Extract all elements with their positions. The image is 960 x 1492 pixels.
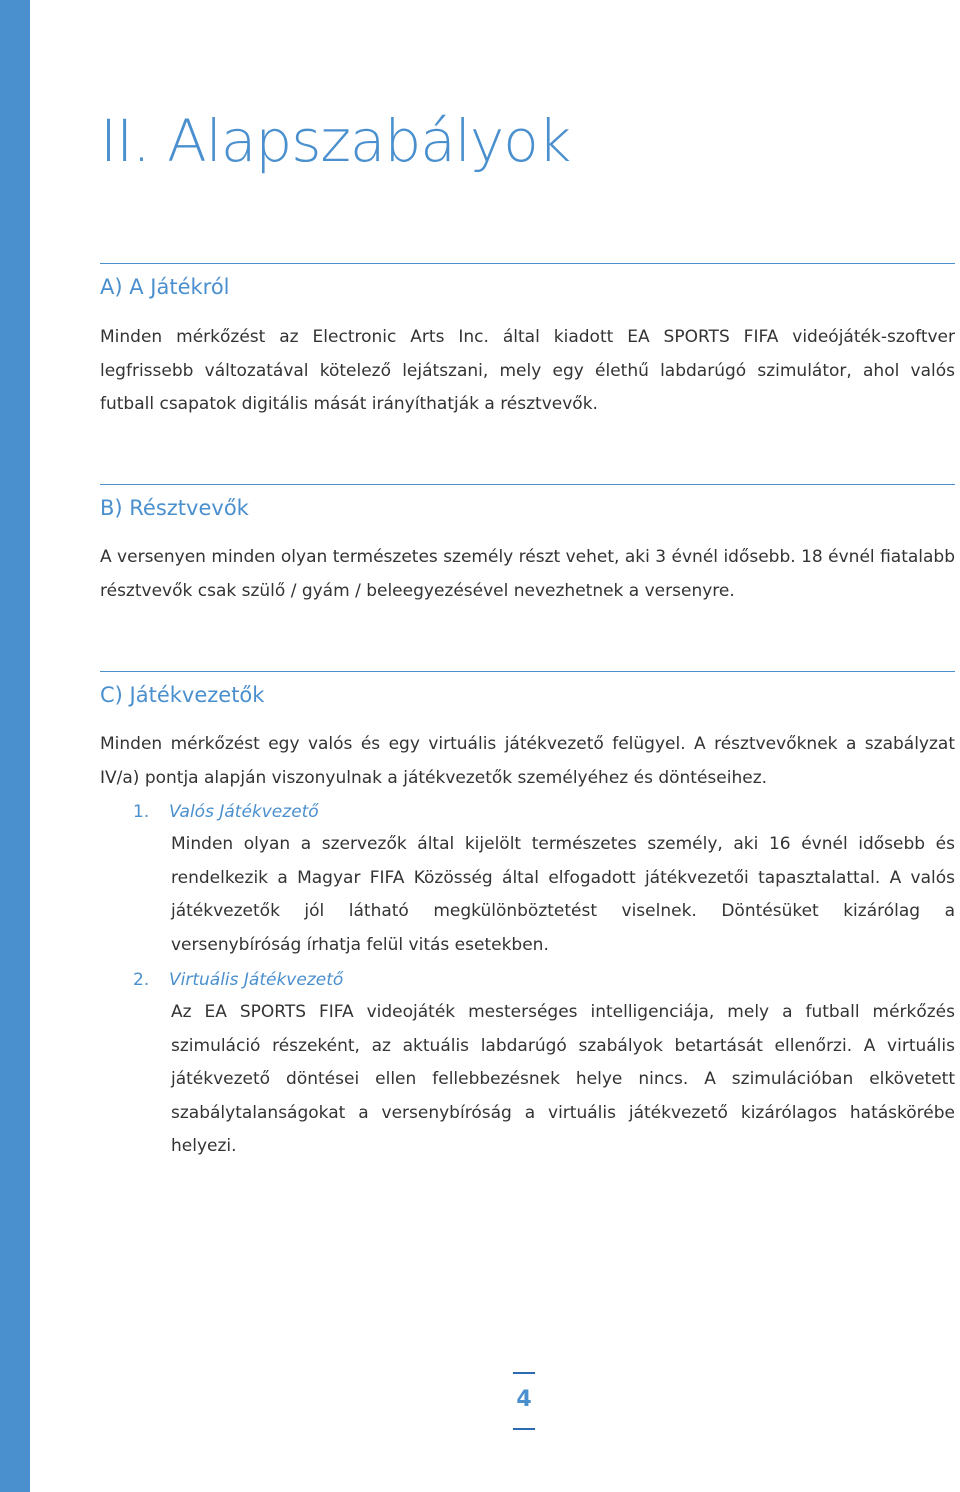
section-c-paragraph: Minden mérkőzést egy valós és egy virtuális játékvezető felügyel. A résztvevőknek a szabályzat IV/a) pontja alapján viszonyulnak a játékvezetők személyéhez és döntéseihez.: [100, 734, 955, 788]
list-item-number: 2.: [133, 970, 150, 990]
side-accent-bar: [0, 0, 30, 1492]
section-heading-c: C) Játékvezetők: [100, 683, 265, 707]
list-item-text: Az EA SPORTS FIFA videojáték mesterséges intelligenciája, mely a futball mérkőzés szimuláció részeként, az aktuális labdarúgó szabályok betartását ellenőrzi. A virtuális játékvezető döntései ellen fellebbezésnek helye nincs. A szimulációban elkövetett szabálytalanságokat a versenybíróság a virtuális játékvezető kizárólagos hatáskörébe helyezi.: [171, 1002, 955, 1156]
list-item-heading: [133, 970, 343, 990]
section-divider: [100, 671, 955, 672]
section-b-paragraph: A versenyen minden olyan természetes személy részt vehet, aki 3 évnél idősebb. 18 évnél fiatalabb résztvevők csak szülő / gyám / beleegyezésével nevezhetnek a versenyre.: [100, 547, 955, 601]
section-heading-b: B) Résztvevők: [100, 496, 249, 520]
section-heading-a: A) A Játékról: [100, 275, 230, 299]
section-divider: [100, 484, 955, 485]
section-a-paragraph: Minden mérkőzést az Electronic Arts Inc. által kiadott EA SPORTS FIFA videójáték-szoftver legfrissebb változatával kötelező lejátszani, mely egy élethű labdarúgó szimulátor, ahol valós futball csapatok digitális mását irányíthatják a résztvevők.: [100, 327, 955, 414]
list-item-text: Minden olyan a szervezők által kijelölt természetes személy, aki 16 évnél idősebb és rendelkezik a Magyar FIFA Közösség által elfogadott játékvezetői tapasztalattal. A valós játékvezetők jól látható megkülönböztetést viselnek. Döntésüket kizárólag a versenybíróság írhatja felül vitás esetekben.: [171, 834, 955, 955]
list-item-title: Virtuális Játékvezető: [169, 970, 344, 990]
page-number-rule-bottom: [513, 1428, 535, 1430]
page-number: 4: [516, 1387, 532, 1412]
list-item-heading: [133, 802, 319, 822]
page-title: II. Alapszabályok: [100, 107, 571, 175]
section-divider: [100, 263, 955, 264]
list-item-number: 1.: [133, 802, 150, 822]
page-number-rule-top: [513, 1372, 535, 1374]
list-item-title: Valós Játékvezető: [169, 802, 319, 822]
page-number-block: [513, 1372, 535, 1432]
